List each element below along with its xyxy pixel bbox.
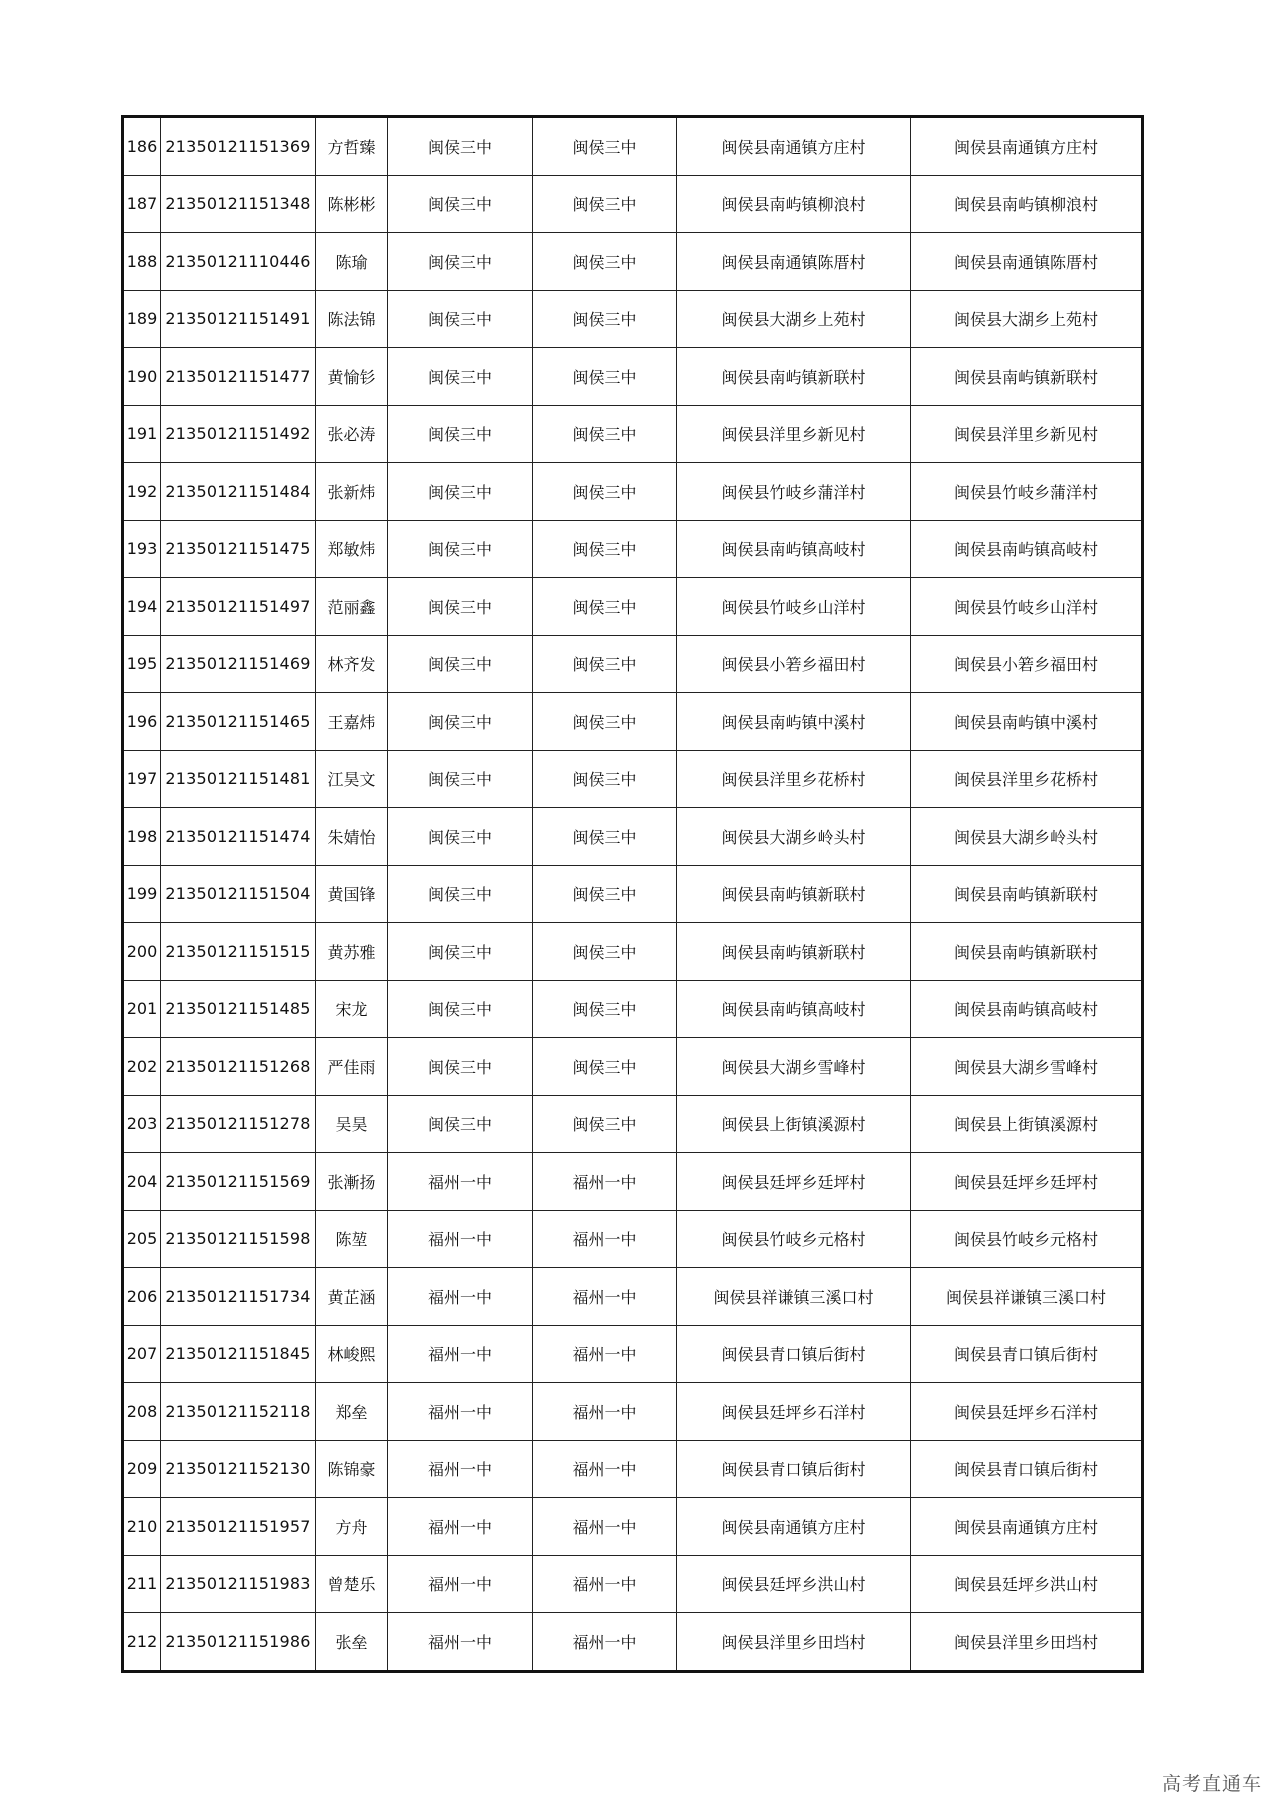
exam-id-cell: 21350121151475 (161, 520, 316, 578)
school-cell: 闽侯三中 (388, 693, 533, 751)
household-address-cell: 闽侯县大湖乡上苑村 (677, 290, 911, 348)
table-row (123, 1555, 1143, 1613)
school-admitted-cell: 闽侯三中 (533, 578, 677, 636)
residence-address-cell: 闽侯县南屿镇柳浪村 (911, 175, 1143, 233)
student-name-cell: 郑敏炜 (316, 520, 388, 578)
table-row (123, 923, 1143, 981)
exam-id-cell: 21350121151983 (161, 1555, 316, 1613)
student-name-cell: 郑垒 (316, 1383, 388, 1441)
residence-address-cell: 闽侯县大湖乡岭头村 (911, 808, 1143, 866)
table-row (123, 233, 1143, 291)
residence-address-cell: 闽侯县南通镇方庄村 (911, 1498, 1143, 1556)
row-number-cell: 191 (123, 405, 161, 463)
school-admitted-cell: 闽侯三中 (533, 980, 677, 1038)
row-number-cell: 189 (123, 290, 161, 348)
table-row (123, 1325, 1143, 1383)
school-admitted-cell: 福州一中 (533, 1268, 677, 1326)
school-cell: 闽侯三中 (388, 923, 533, 981)
table-row (123, 1038, 1143, 1096)
row-number-cell: 195 (123, 635, 161, 693)
row-number-cell: 188 (123, 233, 161, 291)
row-number-cell: 190 (123, 348, 161, 406)
residence-address-cell: 闽侯县祥谦镇三溪口村 (911, 1268, 1143, 1326)
table-row (123, 808, 1143, 866)
student-name-cell: 陈锦豪 (316, 1440, 388, 1498)
exam-id-cell: 21350121151348 (161, 175, 316, 233)
school-cell: 闽侯三中 (388, 635, 533, 693)
household-address-cell: 闽侯县大湖乡岭头村 (677, 808, 911, 866)
school-cell: 闽侯三中 (388, 1095, 533, 1153)
student-name-cell: 陈堃 (316, 1210, 388, 1268)
student-name-cell: 黄苏雅 (316, 923, 388, 981)
table-row (123, 175, 1143, 233)
student-name-cell: 严佳雨 (316, 1038, 388, 1096)
school-admitted-cell: 福州一中 (533, 1498, 677, 1556)
table-row (123, 635, 1143, 693)
school-cell: 福州一中 (388, 1153, 533, 1211)
student-roster-table (121, 115, 1144, 1673)
school-cell: 福州一中 (388, 1210, 533, 1268)
school-cell: 闽侯三中 (388, 980, 533, 1038)
table-row (123, 1210, 1143, 1268)
student-name-cell: 张新炜 (316, 463, 388, 521)
household-address-cell: 闽侯县竹岐乡蒲洋村 (677, 463, 911, 521)
exam-id-cell: 21350121151598 (161, 1210, 316, 1268)
school-cell: 闽侯三中 (388, 233, 533, 291)
residence-address-cell: 闽侯县南屿镇新联村 (911, 923, 1143, 981)
student-name-cell: 朱婧怡 (316, 808, 388, 866)
row-number-cell: 210 (123, 1498, 161, 1556)
table-row (123, 750, 1143, 808)
row-number-cell: 209 (123, 1440, 161, 1498)
exam-id-cell: 21350121151477 (161, 348, 316, 406)
table-row (123, 693, 1143, 751)
household-address-cell: 闽侯县南屿镇新联村 (677, 348, 911, 406)
household-address-cell: 闽侯县大湖乡雪峰村 (677, 1038, 911, 1096)
household-address-cell: 闽侯县南屿镇柳浪村 (677, 175, 911, 233)
table-row (123, 865, 1143, 923)
residence-address-cell: 闽侯县竹岐乡蒲洋村 (911, 463, 1143, 521)
school-cell: 闽侯三中 (388, 520, 533, 578)
student-name-cell: 林峻熙 (316, 1325, 388, 1383)
row-number-cell: 203 (123, 1095, 161, 1153)
student-name-cell: 黄芷涵 (316, 1268, 388, 1326)
roster-body (123, 117, 1143, 1672)
residence-address-cell: 闽侯县大湖乡雪峰村 (911, 1038, 1143, 1096)
residence-address-cell: 闽侯县洋里乡新见村 (911, 405, 1143, 463)
school-admitted-cell: 闽侯三中 (533, 290, 677, 348)
school-admitted-cell: 福州一中 (533, 1555, 677, 1613)
row-number-cell: 196 (123, 693, 161, 751)
school-cell: 福州一中 (388, 1383, 533, 1441)
school-cell: 福州一中 (388, 1325, 533, 1383)
household-address-cell: 闽侯县祥谦镇三溪口村 (677, 1268, 911, 1326)
table-row (123, 1498, 1143, 1556)
table-row (123, 405, 1143, 463)
row-number-cell: 205 (123, 1210, 161, 1268)
school-cell: 福州一中 (388, 1440, 533, 1498)
table-row (123, 1153, 1143, 1211)
exam-id-cell: 21350121151481 (161, 750, 316, 808)
student-name-cell: 张垒 (316, 1613, 388, 1672)
household-address-cell: 闽侯县南屿镇中溪村 (677, 693, 911, 751)
row-number-cell: 192 (123, 463, 161, 521)
table-row (123, 1613, 1143, 1672)
student-name-cell: 吴昊 (316, 1095, 388, 1153)
row-number-cell: 194 (123, 578, 161, 636)
exam-id-cell: 21350121152130 (161, 1440, 316, 1498)
student-name-cell: 方舟 (316, 1498, 388, 1556)
household-address-cell: 闽侯县青口镇后街村 (677, 1325, 911, 1383)
exam-id-cell: 21350121110446 (161, 233, 316, 291)
school-admitted-cell: 福州一中 (533, 1383, 677, 1441)
household-address-cell: 闽侯县洋里乡新见村 (677, 405, 911, 463)
table-row (123, 348, 1143, 406)
student-name-cell: 林齐发 (316, 635, 388, 693)
residence-address-cell: 闽侯县洋里乡田垱村 (911, 1613, 1143, 1672)
table-row (123, 1383, 1143, 1441)
school-cell: 闽侯三中 (388, 463, 533, 521)
school-admitted-cell: 福州一中 (533, 1440, 677, 1498)
residence-address-cell: 闽侯县青口镇后街村 (911, 1325, 1143, 1383)
student-name-cell: 江昊文 (316, 750, 388, 808)
residence-address-cell: 闽侯县南屿镇新联村 (911, 865, 1143, 923)
table-row (123, 578, 1143, 636)
row-number-cell: 201 (123, 980, 161, 1038)
exam-id-cell: 21350121151469 (161, 635, 316, 693)
exam-id-cell: 21350121151474 (161, 808, 316, 866)
residence-address-cell: 闽侯县小箬乡福田村 (911, 635, 1143, 693)
household-address-cell: 闽侯县竹岐乡元格村 (677, 1210, 911, 1268)
exam-id-cell: 21350121151845 (161, 1325, 316, 1383)
school-admitted-cell: 福州一中 (533, 1325, 677, 1383)
school-admitted-cell: 闽侯三中 (533, 750, 677, 808)
residence-address-cell: 闽侯县竹岐乡元格村 (911, 1210, 1143, 1268)
exam-id-cell: 21350121151278 (161, 1095, 316, 1153)
household-address-cell: 闽侯县南通镇方庄村 (677, 1498, 911, 1556)
student-name-cell: 黄国锋 (316, 865, 388, 923)
row-number-cell: 211 (123, 1555, 161, 1613)
school-admitted-cell: 福州一中 (533, 1153, 677, 1211)
household-address-cell: 闽侯县南屿镇高岐村 (677, 520, 911, 578)
table-row (123, 463, 1143, 521)
row-number-cell: 212 (123, 1613, 161, 1672)
exam-id-cell: 21350121151485 (161, 980, 316, 1038)
exam-id-cell: 21350121151497 (161, 578, 316, 636)
table-row (123, 290, 1143, 348)
exam-id-cell: 21350121151957 (161, 1498, 316, 1556)
household-address-cell: 闽侯县青口镇后街村 (677, 1440, 911, 1498)
school-admitted-cell: 闽侯三中 (533, 1095, 677, 1153)
school-cell: 闽侯三中 (388, 290, 533, 348)
household-address-cell: 闽侯县南通镇陈厝村 (677, 233, 911, 291)
exam-id-cell: 21350121151268 (161, 1038, 316, 1096)
residence-address-cell: 闽侯县上街镇溪源村 (911, 1095, 1143, 1153)
residence-address-cell: 闽侯县南屿镇中溪村 (911, 693, 1143, 751)
student-name-cell: 陈瑜 (316, 233, 388, 291)
household-address-cell: 闽侯县洋里乡田垱村 (677, 1613, 911, 1672)
school-cell: 闽侯三中 (388, 578, 533, 636)
household-address-cell: 闽侯县廷坪乡洪山村 (677, 1555, 911, 1613)
school-cell: 闽侯三中 (388, 405, 533, 463)
row-number-cell: 193 (123, 520, 161, 578)
residence-address-cell: 闽侯县青口镇后街村 (911, 1440, 1143, 1498)
exam-id-cell: 21350121151734 (161, 1268, 316, 1326)
school-admitted-cell: 福州一中 (533, 1613, 677, 1672)
school-cell: 福州一中 (388, 1555, 533, 1613)
school-cell: 闽侯三中 (388, 750, 533, 808)
row-number-cell: 187 (123, 175, 161, 233)
residence-address-cell: 闽侯县廷坪乡廷坪村 (911, 1153, 1143, 1211)
school-cell: 闽侯三中 (388, 808, 533, 866)
school-admitted-cell: 闽侯三中 (533, 808, 677, 866)
household-address-cell: 闽侯县上街镇溪源村 (677, 1095, 911, 1153)
school-admitted-cell: 福州一中 (533, 1210, 677, 1268)
household-address-cell: 闽侯县南屿镇新联村 (677, 923, 911, 981)
table-row (123, 1440, 1143, 1498)
exam-id-cell: 21350121151465 (161, 693, 316, 751)
school-admitted-cell: 闽侯三中 (533, 117, 677, 176)
exam-id-cell: 21350121151515 (161, 923, 316, 981)
school-admitted-cell: 闽侯三中 (533, 463, 677, 521)
household-address-cell: 闽侯县南屿镇新联村 (677, 865, 911, 923)
school-admitted-cell: 闽侯三中 (533, 233, 677, 291)
table-row (123, 1268, 1143, 1326)
row-number-cell: 200 (123, 923, 161, 981)
student-name-cell: 陈法锦 (316, 290, 388, 348)
household-address-cell: 闽侯县南屿镇高岐村 (677, 980, 911, 1038)
school-cell: 福州一中 (388, 1268, 533, 1326)
household-address-cell: 闽侯县南通镇方庄村 (677, 117, 911, 176)
row-number-cell: 208 (123, 1383, 161, 1441)
school-cell: 闽侯三中 (388, 865, 533, 923)
school-admitted-cell: 闽侯三中 (533, 865, 677, 923)
exam-id-cell: 21350121151484 (161, 463, 316, 521)
school-cell: 闽侯三中 (388, 175, 533, 233)
residence-address-cell: 闽侯县大湖乡上苑村 (911, 290, 1143, 348)
school-cell: 福州一中 (388, 1613, 533, 1672)
school-cell: 福州一中 (388, 1498, 533, 1556)
student-name-cell: 宋龙 (316, 980, 388, 1038)
student-name-cell: 张漸扬 (316, 1153, 388, 1211)
household-address-cell: 闽侯县廷坪乡廷坪村 (677, 1153, 911, 1211)
student-name-cell: 陈彬彬 (316, 175, 388, 233)
household-address-cell: 闽侯县洋里乡花桥村 (677, 750, 911, 808)
table-row (123, 520, 1143, 578)
residence-address-cell: 闽侯县廷坪乡石洋村 (911, 1383, 1143, 1441)
table-row (123, 1095, 1143, 1153)
row-number-cell: 207 (123, 1325, 161, 1383)
residence-address-cell: 闽侯县南屿镇高岐村 (911, 520, 1143, 578)
row-number-cell: 202 (123, 1038, 161, 1096)
student-name-cell: 王嘉炜 (316, 693, 388, 751)
exam-id-cell: 21350121151504 (161, 865, 316, 923)
school-admitted-cell: 闽侯三中 (533, 635, 677, 693)
residence-address-cell: 闽侯县廷坪乡洪山村 (911, 1555, 1143, 1613)
school-admitted-cell: 闽侯三中 (533, 348, 677, 406)
residence-address-cell: 闽侯县南屿镇新联村 (911, 348, 1143, 406)
row-number-cell: 198 (123, 808, 161, 866)
residence-address-cell: 闽侯县南屿镇高岐村 (911, 980, 1143, 1038)
exam-id-cell: 21350121151986 (161, 1613, 316, 1672)
row-number-cell: 197 (123, 750, 161, 808)
student-name-cell: 黄愉钐 (316, 348, 388, 406)
exam-id-cell: 21350121152118 (161, 1383, 316, 1441)
exam-id-cell: 21350121151492 (161, 405, 316, 463)
student-name-cell: 张必涛 (316, 405, 388, 463)
table-row (123, 980, 1143, 1038)
student-name-cell: 曾楚乐 (316, 1555, 388, 1613)
school-admitted-cell: 闽侯三中 (533, 1038, 677, 1096)
residence-address-cell: 闽侯县南通镇陈厝村 (911, 233, 1143, 291)
table-row (123, 117, 1143, 176)
student-name-cell: 范丽鑫 (316, 578, 388, 636)
row-number-cell: 206 (123, 1268, 161, 1326)
residence-address-cell: 闽侯县南通镇方庄村 (911, 117, 1143, 176)
exam-id-cell: 21350121151569 (161, 1153, 316, 1211)
residence-address-cell: 闽侯县竹岐乡山洋村 (911, 578, 1143, 636)
school-admitted-cell: 闽侯三中 (533, 520, 677, 578)
school-admitted-cell: 闽侯三中 (533, 175, 677, 233)
watermark-text: 高考直通车 (1161, 1773, 1262, 1795)
exam-id-cell: 21350121151491 (161, 290, 316, 348)
row-number-cell: 199 (123, 865, 161, 923)
household-address-cell: 闽侯县小箬乡福田村 (677, 635, 911, 693)
student-name-cell: 方哲臻 (316, 117, 388, 176)
school-admitted-cell: 闽侯三中 (533, 923, 677, 981)
school-cell: 闽侯三中 (388, 1038, 533, 1096)
exam-id-cell: 21350121151369 (161, 117, 316, 176)
row-number-cell: 204 (123, 1153, 161, 1211)
school-cell: 闽侯三中 (388, 348, 533, 406)
household-address-cell: 闽侯县廷坪乡石洋村 (677, 1383, 911, 1441)
school-cell: 闽侯三中 (388, 117, 533, 176)
household-address-cell: 闽侯县竹岐乡山洋村 (677, 578, 911, 636)
school-admitted-cell: 闽侯三中 (533, 693, 677, 751)
residence-address-cell: 闽侯县洋里乡花桥村 (911, 750, 1143, 808)
school-admitted-cell: 闽侯三中 (533, 405, 677, 463)
row-number-cell: 186 (123, 117, 161, 176)
